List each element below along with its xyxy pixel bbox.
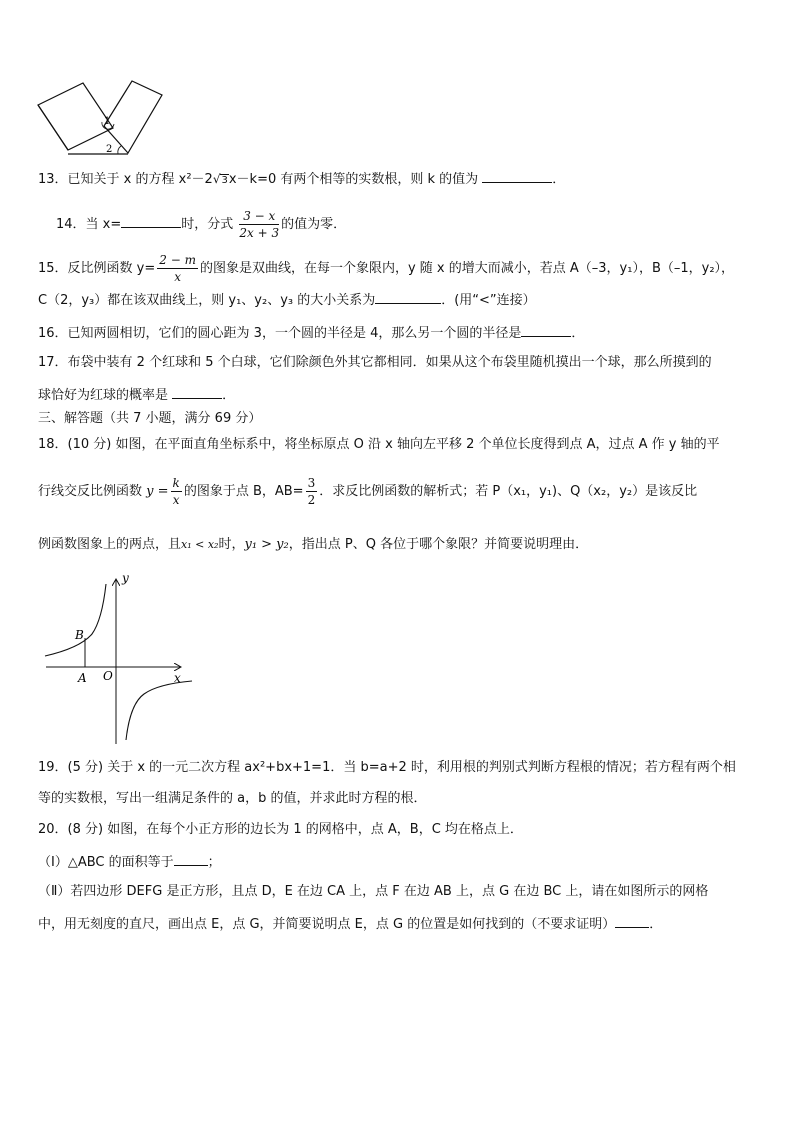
figure-two-squares (34, 78, 166, 158)
angle-2-label: 2 (106, 144, 113, 155)
question-14 (56, 208, 346, 238)
question-17-line-2 (38, 384, 235, 406)
q14-frac-num: 3 − x (239, 208, 279, 225)
q20-area-blank[interactable] (174, 851, 208, 866)
q18-line2-a: 行线交反比例函数 (38, 484, 143, 499)
q18-y-equals: y = (146, 484, 169, 499)
q16-end: ． (571, 326, 585, 341)
q19-line1: 19．(5 分) 关于 x 的一元二次方程 ax²+bx+1=1．当 b=a+2 时，利用根的判别式判断方程根的情况；若方程有两个相 (38, 760, 736, 775)
q18-ineq-x: x₁ < x₂ (181, 538, 219, 551)
q18-line2-c: ．求反比例函数的解析式；若 P（x₁，y₁)、Q（x₂，y₂）是该反比 (319, 484, 698, 499)
q17-end: ． (222, 388, 236, 403)
q18-frac-x: x (172, 493, 180, 507)
question-20-line-1 (38, 820, 523, 840)
y-axis-label: y (122, 571, 129, 585)
q15-text-a: 15．反比例函数 y= (38, 261, 156, 276)
question-18-line-2 (38, 474, 697, 510)
x-axis-label: x (174, 671, 181, 685)
q20-line1: 20．(8 分) 如图，在每个小正方形的边长为 1 的网格中，点 A，B，C 均在格点上． (38, 822, 523, 837)
q15-text-b: 的图象是双曲线，在每一个象限内，y 随 x 的增大而减小，若点 A（–3，y₁），B（–1，y₂）， (199, 261, 735, 276)
question-15-line-1 (38, 252, 734, 282)
question-15-line-2 (38, 289, 536, 311)
q18-ineq-y: y₁ > y₂ (244, 537, 289, 552)
q15-frac-num: 2 − m (159, 253, 196, 267)
question-18-line-3 (38, 535, 588, 555)
q17-answer-blank[interactable] (172, 384, 222, 399)
q20-method-blank[interactable] (615, 913, 649, 928)
q14-text-a: 14．当 x= (56, 217, 122, 232)
question-16 (38, 322, 584, 344)
q18-ab-fraction (306, 475, 318, 508)
q13-text-a: 13．已知关于 x 的方程 x²－2 (38, 172, 213, 187)
angle-1-label: 1 (104, 116, 111, 127)
section-3-heading (38, 409, 261, 429)
question-20-line-3 (38, 882, 708, 902)
q20-line3: （Ⅱ）若四边形 DEFG 是正方形，且点 D，E 在边 CA 上，点 F 在边 AB 上，点 G 在边 BC 上，请在如图所示的网格 (38, 884, 709, 899)
q14-answer-blank[interactable] (121, 213, 181, 228)
q14-fraction (239, 208, 279, 241)
q18-line3-a: 例函数图象上的两点，且 (38, 537, 182, 552)
q15-frac-den: x (174, 270, 181, 284)
q16-answer-blank[interactable] (521, 322, 571, 337)
q20-line2-end: ； (207, 855, 221, 870)
q15-fraction (157, 252, 198, 285)
q14-end: 的值为零． (281, 217, 347, 232)
q20-line4: 中，用无刻度的直尺，画出点 E，点 G，并简要说明点 E，点 G 的位置是如何找到的（不要求证明） (38, 917, 616, 932)
q18-line3-c: ，指出点 P、Q 各位于哪个象限？并简要说明理由． (288, 537, 589, 552)
q19-line2: 等的实数根，写出一组满足条件的 a，b 的值，并求此时方程的根． (38, 791, 427, 806)
q14-frac-den: 2x + 3 (239, 226, 280, 240)
question-13: 13．已知关于 x 的方程 x²－2√3x－k=0 有两个相等的实数根，则 k 的值为 ． (38, 168, 565, 190)
q13-end: ． (552, 172, 566, 187)
q15-answer-blank[interactable] (375, 289, 441, 304)
point-b-label: B (75, 628, 84, 642)
origin-label: O (103, 669, 113, 683)
q13-text-b: x－k=0 有两个相等的实数根，则 k 的值为 (228, 172, 479, 187)
question-20-line-4 (38, 913, 662, 935)
q20-line4-end: ． (649, 917, 663, 932)
question-20-line-2 (38, 851, 221, 873)
point-a-label: A (78, 671, 87, 685)
q18-ab-num: 3 (307, 476, 316, 490)
question-19-line-1 (38, 758, 736, 778)
q15-line2-b: ．(用“<”连接） (441, 293, 536, 308)
q18-ab-den: 2 (307, 493, 316, 507)
question-17-line-1 (38, 353, 712, 373)
q18-line2-b: 的图象于点 B，AB= (183, 484, 304, 499)
q18-k-over-x (171, 475, 182, 508)
q18-line1: 18．(10 分) 如图，在平面直角坐标系中，将坐标原点 O 沿 x 轴向左平移 2 个单位长度得到点 A，过点 A 作 y 轴的平 (38, 437, 720, 452)
q17-line1: 17．布袋中装有 2 个红球和 5 个白球，它们除颜色外其它都相同．如果从这个布袋里随机摸出一个球，那么所摸到的 (38, 355, 712, 370)
q15-line2-a: C（2，y₃）都在该双曲线上，则 y₁、y₂、y₃ 的大小关系为 (38, 293, 376, 308)
q17-line2: 球恰好为红球的概率是 (38, 388, 169, 403)
question-19-line-2 (38, 789, 426, 809)
q16-text: 16．已知两圆相切，它们的圆心距为 3，一个圆的半径是 4，那么另一个圆的半径是 (38, 326, 522, 341)
q14-text-b: 时，分式 (181, 217, 234, 232)
question-18-line-1 (38, 435, 720, 455)
figure-hyperbola (40, 568, 200, 748)
q20-line2: （Ⅰ）△ABC 的面积等于 (38, 855, 174, 870)
section-3-heading-text: 三、解答题（共 7 小题，满分 69 分） (38, 411, 262, 426)
q13-answer-blank[interactable] (482, 168, 552, 183)
q13-sqrt: 3 (221, 175, 228, 186)
q18-line3-b: 时， (218, 537, 245, 552)
q18-frac-k: k (172, 476, 180, 490)
